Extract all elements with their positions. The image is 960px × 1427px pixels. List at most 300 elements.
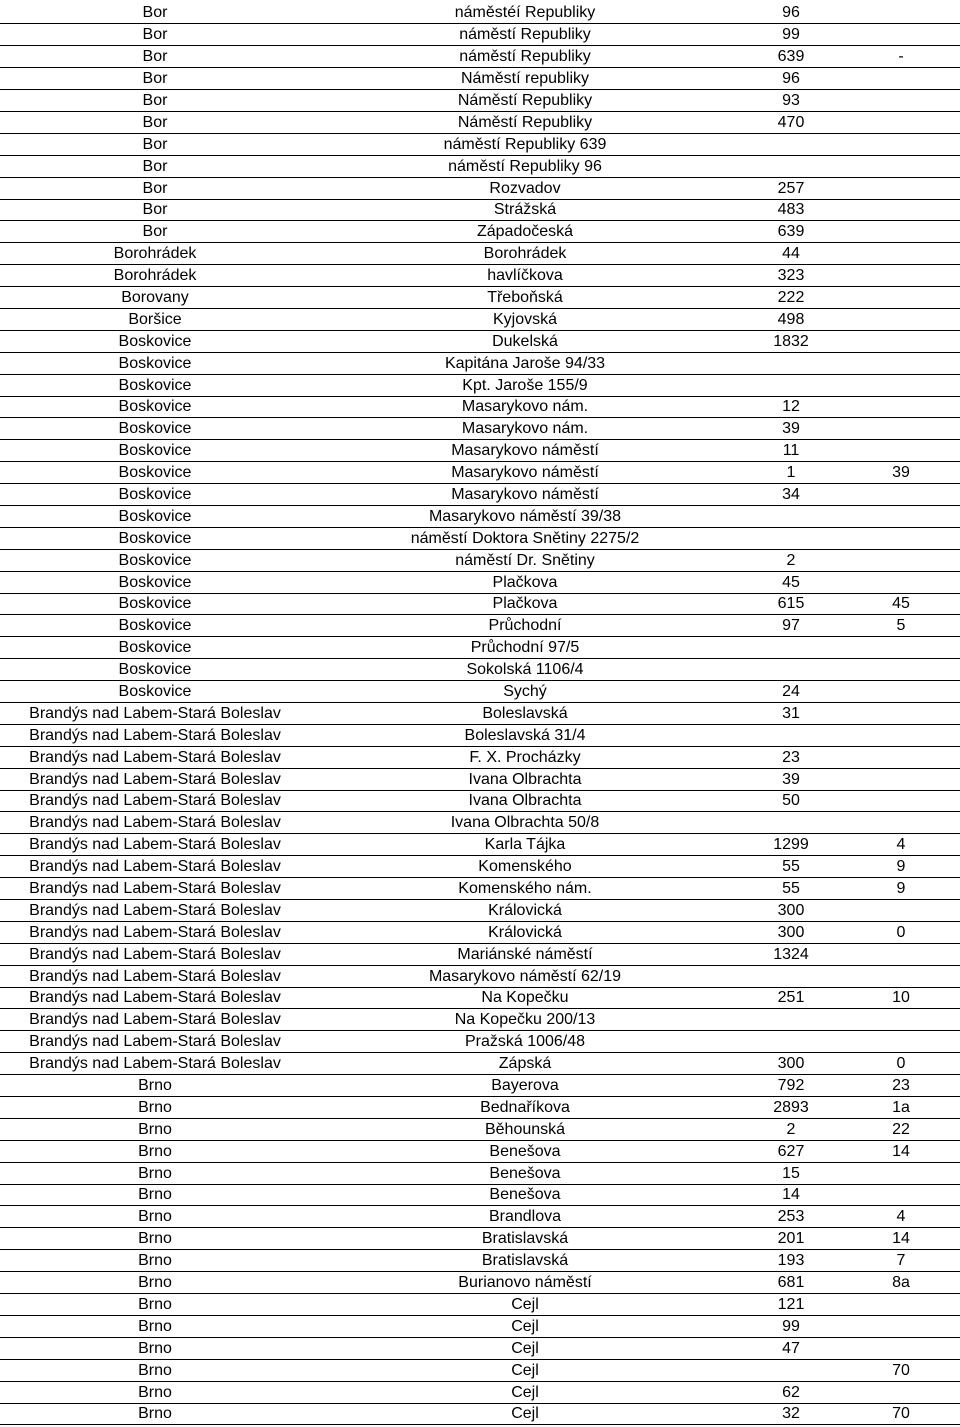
orientation-number-cell [842, 418, 960, 440]
table-row [0, 790, 960, 812]
house-number-cell: 470 [740, 111, 842, 133]
orientation-number-cell [842, 90, 960, 112]
city-cell: Borohrádek [0, 243, 310, 265]
street-cell: Cejl [310, 1337, 740, 1359]
house-number-cell: 1 [740, 462, 842, 484]
orientation-number-cell: 4 [842, 834, 960, 856]
house-number-cell: 300 [740, 1053, 842, 1075]
table-row [0, 637, 960, 659]
orientation-number-cell [842, 2, 960, 24]
table-row [0, 243, 960, 265]
house-number-cell [740, 155, 842, 177]
city-cell: Brandýs nad Labem-Stará Boleslav [0, 900, 310, 922]
street-cell: Masarykovo náměstí 39/38 [310, 505, 740, 527]
street-cell: Na Kopečku 200/13 [310, 1009, 740, 1031]
table-row [0, 396, 960, 418]
street-cell: Kpt. Jaroše 155/9 [310, 374, 740, 396]
city-cell: Brandýs nad Labem-Stará Boleslav [0, 965, 310, 987]
city-cell: Brandýs nad Labem-Stará Boleslav [0, 703, 310, 725]
orientation-number-cell: 9 [842, 856, 960, 878]
orientation-number-cell [842, 1031, 960, 1053]
orientation-number-cell [842, 549, 960, 571]
table-row [0, 111, 960, 133]
table-row [0, 1140, 960, 1162]
orientation-number-cell [842, 308, 960, 330]
orientation-number-cell [842, 1294, 960, 1316]
city-cell: Brandýs nad Labem-Stará Boleslav [0, 1053, 310, 1075]
table-row [0, 133, 960, 155]
table-row [0, 352, 960, 374]
street-cell: náměstí Republiky [310, 24, 740, 46]
orientation-number-cell: 0 [842, 921, 960, 943]
house-number-cell: 44 [740, 243, 842, 265]
table-row [0, 900, 960, 922]
house-number-cell: 2893 [740, 1097, 842, 1119]
orientation-number-cell [842, 155, 960, 177]
table-row [0, 746, 960, 768]
city-cell: Boskovice [0, 374, 310, 396]
city-cell: Boskovice [0, 659, 310, 681]
street-cell: Cejl [310, 1403, 740, 1425]
city-cell: Brno [0, 1140, 310, 1162]
street-cell: Zápská [310, 1053, 740, 1075]
street-cell: Bratislavská [310, 1228, 740, 1250]
orientation-number-cell [842, 1381, 960, 1403]
orientation-number-cell [842, 768, 960, 790]
house-number-cell: 32 [740, 1403, 842, 1425]
table-row [0, 812, 960, 834]
street-cell: náměstí Dr. Snětiny [310, 549, 740, 571]
house-number-cell [740, 505, 842, 527]
city-cell: Brandýs nad Labem-Stará Boleslav [0, 834, 310, 856]
street-cell: Benešova [310, 1162, 740, 1184]
city-cell: Bor [0, 46, 310, 68]
address-table [0, 2, 960, 1425]
street-cell: Benešova [310, 1184, 740, 1206]
orientation-number-cell [842, 1315, 960, 1337]
city-cell: Bor [0, 111, 310, 133]
table-row [0, 418, 960, 440]
street-cell: Komenského [310, 856, 740, 878]
street-cell: Třeboňská [310, 287, 740, 309]
street-cell: Cejl [310, 1315, 740, 1337]
table-row [0, 921, 960, 943]
city-cell: Boskovice [0, 462, 310, 484]
table-row [0, 440, 960, 462]
orientation-number-cell: - [842, 46, 960, 68]
street-cell: Cejl [310, 1381, 740, 1403]
house-number-cell: 15 [740, 1162, 842, 1184]
city-cell: Boskovice [0, 505, 310, 527]
house-number-cell: 300 [740, 921, 842, 943]
city-cell: Boskovice [0, 549, 310, 571]
house-number-cell [740, 1009, 842, 1031]
house-number-cell: 121 [740, 1294, 842, 1316]
street-cell: Cejl [310, 1294, 740, 1316]
city-cell: Brno [0, 1162, 310, 1184]
orientation-number-cell: 0 [842, 1053, 960, 1075]
street-cell: Karla Tájka [310, 834, 740, 856]
orientation-number-cell [842, 965, 960, 987]
orientation-number-cell [842, 24, 960, 46]
orientation-number-cell [842, 746, 960, 768]
table-row [0, 330, 960, 352]
city-cell: Borovany [0, 287, 310, 309]
city-cell: Brno [0, 1381, 310, 1403]
city-cell: Bor [0, 133, 310, 155]
city-cell: Brno [0, 1184, 310, 1206]
house-number-cell [740, 724, 842, 746]
table-row [0, 987, 960, 1009]
table-row [0, 703, 960, 725]
house-number-cell: 34 [740, 484, 842, 506]
city-cell: Boskovice [0, 571, 310, 593]
orientation-number-cell: 8a [842, 1272, 960, 1294]
table-row [0, 265, 960, 287]
street-cell: Benešova [310, 1140, 740, 1162]
street-cell: Na Kopečku [310, 987, 740, 1009]
city-cell: Boskovice [0, 440, 310, 462]
street-cell: Strážská [310, 199, 740, 221]
city-cell: Brno [0, 1359, 310, 1381]
orientation-number-cell [842, 527, 960, 549]
street-cell: Masarykovo náměstí [310, 462, 740, 484]
table-row [0, 46, 960, 68]
house-number-cell: 2 [740, 1118, 842, 1140]
house-number-cell: 201 [740, 1228, 842, 1250]
house-number-cell: 792 [740, 1075, 842, 1097]
city-cell: Bor [0, 177, 310, 199]
street-cell: Masarykovo nám. [310, 418, 740, 440]
house-number-cell: 251 [740, 987, 842, 1009]
orientation-number-cell [842, 790, 960, 812]
orientation-number-cell [842, 703, 960, 725]
street-cell: Kapitána Jaroše 94/33 [310, 352, 740, 374]
city-cell: Brandýs nad Labem-Stará Boleslav [0, 790, 310, 812]
table-row [0, 943, 960, 965]
house-number-cell: 55 [740, 878, 842, 900]
table-row [0, 1315, 960, 1337]
orientation-number-cell [842, 943, 960, 965]
house-number-cell: 24 [740, 681, 842, 703]
house-number-cell [740, 1031, 842, 1053]
street-cell: Průchodní 97/5 [310, 637, 740, 659]
street-cell: Plačkova [310, 571, 740, 593]
street-cell: Rozvadov [310, 177, 740, 199]
house-number-cell: 55 [740, 856, 842, 878]
house-number-cell: 31 [740, 703, 842, 725]
table-row [0, 724, 960, 746]
table-row [0, 1009, 960, 1031]
table-row [0, 549, 960, 571]
house-number-cell: 97 [740, 615, 842, 637]
table-row [0, 834, 960, 856]
house-number-cell: 93 [740, 90, 842, 112]
orientation-number-cell [842, 484, 960, 506]
orientation-number-cell [842, 637, 960, 659]
orientation-number-cell [842, 287, 960, 309]
city-cell: Boskovice [0, 527, 310, 549]
orientation-number-cell [842, 505, 960, 527]
table-row [0, 462, 960, 484]
table-row [0, 571, 960, 593]
street-cell: Náměstí Republiky [310, 90, 740, 112]
street-cell: Průchodní [310, 615, 740, 637]
house-number-cell: 253 [740, 1206, 842, 1228]
table-row [0, 768, 960, 790]
table-row [0, 177, 960, 199]
street-cell: Kyjovská [310, 308, 740, 330]
city-cell: Brandýs nad Labem-Stará Boleslav [0, 746, 310, 768]
city-cell: Brandýs nad Labem-Stará Boleslav [0, 987, 310, 1009]
orientation-number-cell: 22 [842, 1118, 960, 1140]
table-row [0, 615, 960, 637]
city-cell: Brno [0, 1294, 310, 1316]
table-row [0, 1206, 960, 1228]
table-row [0, 1272, 960, 1294]
street-cell: Komenského nám. [310, 878, 740, 900]
city-cell: Boskovice [0, 396, 310, 418]
table-row [0, 24, 960, 46]
table-row [0, 1075, 960, 1097]
street-cell: Náměstí Republiky [310, 111, 740, 133]
house-number-cell [740, 527, 842, 549]
orientation-number-cell [842, 440, 960, 462]
city-cell: Bor [0, 90, 310, 112]
house-number-cell: 62 [740, 1381, 842, 1403]
house-number-cell: 50 [740, 790, 842, 812]
street-cell: Masarykovo nám. [310, 396, 740, 418]
city-cell: Brno [0, 1337, 310, 1359]
table-row [0, 659, 960, 681]
orientation-number-cell [842, 68, 960, 90]
city-cell: Boskovice [0, 615, 310, 637]
house-number-cell [740, 352, 842, 374]
city-cell: Brno [0, 1075, 310, 1097]
city-cell: Brno [0, 1228, 310, 1250]
table-row [0, 287, 960, 309]
table-row [0, 1228, 960, 1250]
orientation-number-cell [842, 1162, 960, 1184]
street-cell: Boleslavská [310, 703, 740, 725]
table-row [0, 593, 960, 615]
table-row [0, 374, 960, 396]
table-row [0, 505, 960, 527]
house-number-cell: 96 [740, 2, 842, 24]
house-number-cell: 99 [740, 1315, 842, 1337]
street-cell: Masarykovo náměstí [310, 440, 740, 462]
house-number-cell: 257 [740, 177, 842, 199]
house-number-cell [740, 133, 842, 155]
table-row [0, 1162, 960, 1184]
table-row [0, 681, 960, 703]
orientation-number-cell: 1a [842, 1097, 960, 1119]
city-cell: Brandýs nad Labem-Stará Boleslav [0, 768, 310, 790]
city-cell: Boskovice [0, 681, 310, 703]
city-cell: Brandýs nad Labem-Stará Boleslav [0, 856, 310, 878]
orientation-number-cell [842, 812, 960, 834]
street-cell: Mariánské náměstí [310, 943, 740, 965]
table-row [0, 68, 960, 90]
table-row [0, 965, 960, 987]
table-row [0, 155, 960, 177]
house-number-cell: 47 [740, 1337, 842, 1359]
street-cell: F. X. Procházky [310, 746, 740, 768]
house-number-cell: 96 [740, 68, 842, 90]
house-number-cell: 12 [740, 396, 842, 418]
city-cell: Brandýs nad Labem-Stará Boleslav [0, 812, 310, 834]
city-cell: Bor [0, 221, 310, 243]
table-row [0, 1250, 960, 1272]
table-row [0, 1184, 960, 1206]
house-number-cell: 627 [740, 1140, 842, 1162]
street-cell: Bratislavská [310, 1250, 740, 1272]
street-cell: náměstí Republiky [310, 46, 740, 68]
street-cell: Boleslavská 31/4 [310, 724, 740, 746]
city-cell: Brno [0, 1118, 310, 1140]
orientation-number-cell: 70 [842, 1403, 960, 1425]
street-cell: Náměstí republiky [310, 68, 740, 90]
street-cell: Královická [310, 921, 740, 943]
table-row [0, 527, 960, 549]
orientation-number-cell [842, 571, 960, 593]
orientation-number-cell [842, 352, 960, 374]
street-cell: Západočeská [310, 221, 740, 243]
orientation-number-cell [842, 133, 960, 155]
house-number-cell: 1324 [740, 943, 842, 965]
city-cell: Brandýs nad Labem-Stará Boleslav [0, 878, 310, 900]
house-number-cell: 23 [740, 746, 842, 768]
orientation-number-cell: 70 [842, 1359, 960, 1381]
orientation-number-cell [842, 659, 960, 681]
street-cell: Běhounská [310, 1118, 740, 1140]
orientation-number-cell [842, 900, 960, 922]
city-cell: Brandýs nad Labem-Stará Boleslav [0, 921, 310, 943]
city-cell: Boršice [0, 308, 310, 330]
street-cell: Ivana Olbrachta [310, 790, 740, 812]
street-cell: Burianovo náměstí [310, 1272, 740, 1294]
orientation-number-cell [842, 1009, 960, 1031]
street-cell: náměstí Republiky 96 [310, 155, 740, 177]
city-cell: Boskovice [0, 352, 310, 374]
city-cell: Brno [0, 1250, 310, 1272]
city-cell: Bor [0, 199, 310, 221]
city-cell: Boskovice [0, 637, 310, 659]
table-row [0, 1403, 960, 1425]
table-row [0, 199, 960, 221]
street-cell: Plačkova [310, 593, 740, 615]
table-row [0, 308, 960, 330]
orientation-number-cell [842, 111, 960, 133]
street-cell: Pražská 1006/48 [310, 1031, 740, 1053]
house-number-cell: 639 [740, 46, 842, 68]
orientation-number-cell [842, 265, 960, 287]
house-number-cell: 1832 [740, 330, 842, 352]
city-cell: Brandýs nad Labem-Stará Boleslav [0, 943, 310, 965]
city-cell: Bor [0, 155, 310, 177]
house-number-cell: 222 [740, 287, 842, 309]
orientation-number-cell [842, 221, 960, 243]
street-cell: Bayerova [310, 1075, 740, 1097]
table-row [0, 90, 960, 112]
orientation-number-cell: 23 [842, 1075, 960, 1097]
orientation-number-cell: 10 [842, 987, 960, 1009]
house-number-cell: 615 [740, 593, 842, 615]
orientation-number-cell [842, 330, 960, 352]
orientation-number-cell: 14 [842, 1140, 960, 1162]
street-cell: Ivana Olbrachta 50/8 [310, 812, 740, 834]
house-number-cell: 45 [740, 571, 842, 593]
table-row [0, 878, 960, 900]
house-number-cell [740, 965, 842, 987]
street-cell: náměstí Republiky 639 [310, 133, 740, 155]
house-number-cell: 39 [740, 418, 842, 440]
table-row [0, 1294, 960, 1316]
orientation-number-cell: 5 [842, 615, 960, 637]
house-number-cell: 323 [740, 265, 842, 287]
table-row [0, 484, 960, 506]
orientation-number-cell: 4 [842, 1206, 960, 1228]
city-cell: Brno [0, 1206, 310, 1228]
city-cell: Bor [0, 2, 310, 24]
table-row [0, 856, 960, 878]
house-number-cell: 300 [740, 900, 842, 922]
table-row [0, 1053, 960, 1075]
street-cell: Královická [310, 900, 740, 922]
house-number-cell [740, 812, 842, 834]
house-number-cell: 498 [740, 308, 842, 330]
street-cell: Ivana Olbrachta [310, 768, 740, 790]
city-cell: Boskovice [0, 484, 310, 506]
street-cell: Brandlova [310, 1206, 740, 1228]
street-cell: havlíčkova [310, 265, 740, 287]
street-cell: Cejl [310, 1359, 740, 1381]
street-cell: Dukelská [310, 330, 740, 352]
house-number-cell: 681 [740, 1272, 842, 1294]
house-number-cell: 99 [740, 24, 842, 46]
city-cell: Brandýs nad Labem-Stará Boleslav [0, 1031, 310, 1053]
orientation-number-cell: 45 [842, 593, 960, 615]
table-row [0, 1097, 960, 1119]
street-cell: Masarykovo náměstí 62/19 [310, 965, 740, 987]
orientation-number-cell [842, 177, 960, 199]
house-number-cell: 1299 [740, 834, 842, 856]
table-row [0, 1337, 960, 1359]
orientation-number-cell [842, 1184, 960, 1206]
city-cell: Brandýs nad Labem-Stará Boleslav [0, 724, 310, 746]
table-row [0, 221, 960, 243]
street-cell: Masarykovo náměstí [310, 484, 740, 506]
table-row [0, 1359, 960, 1381]
city-cell: Boskovice [0, 330, 310, 352]
orientation-number-cell: 9 [842, 878, 960, 900]
table-row [0, 1381, 960, 1403]
address-table-body [0, 2, 960, 1425]
house-number-cell [740, 659, 842, 681]
city-cell: Brno [0, 1403, 310, 1425]
street-cell: Bednaříkova [310, 1097, 740, 1119]
city-cell: Brno [0, 1315, 310, 1337]
street-cell: Sychý [310, 681, 740, 703]
house-number-cell [740, 1359, 842, 1381]
orientation-number-cell [842, 1337, 960, 1359]
orientation-number-cell [842, 199, 960, 221]
house-number-cell [740, 374, 842, 396]
city-cell: Brno [0, 1097, 310, 1119]
orientation-number-cell: 7 [842, 1250, 960, 1272]
house-number-cell: 39 [740, 768, 842, 790]
orientation-number-cell [842, 374, 960, 396]
